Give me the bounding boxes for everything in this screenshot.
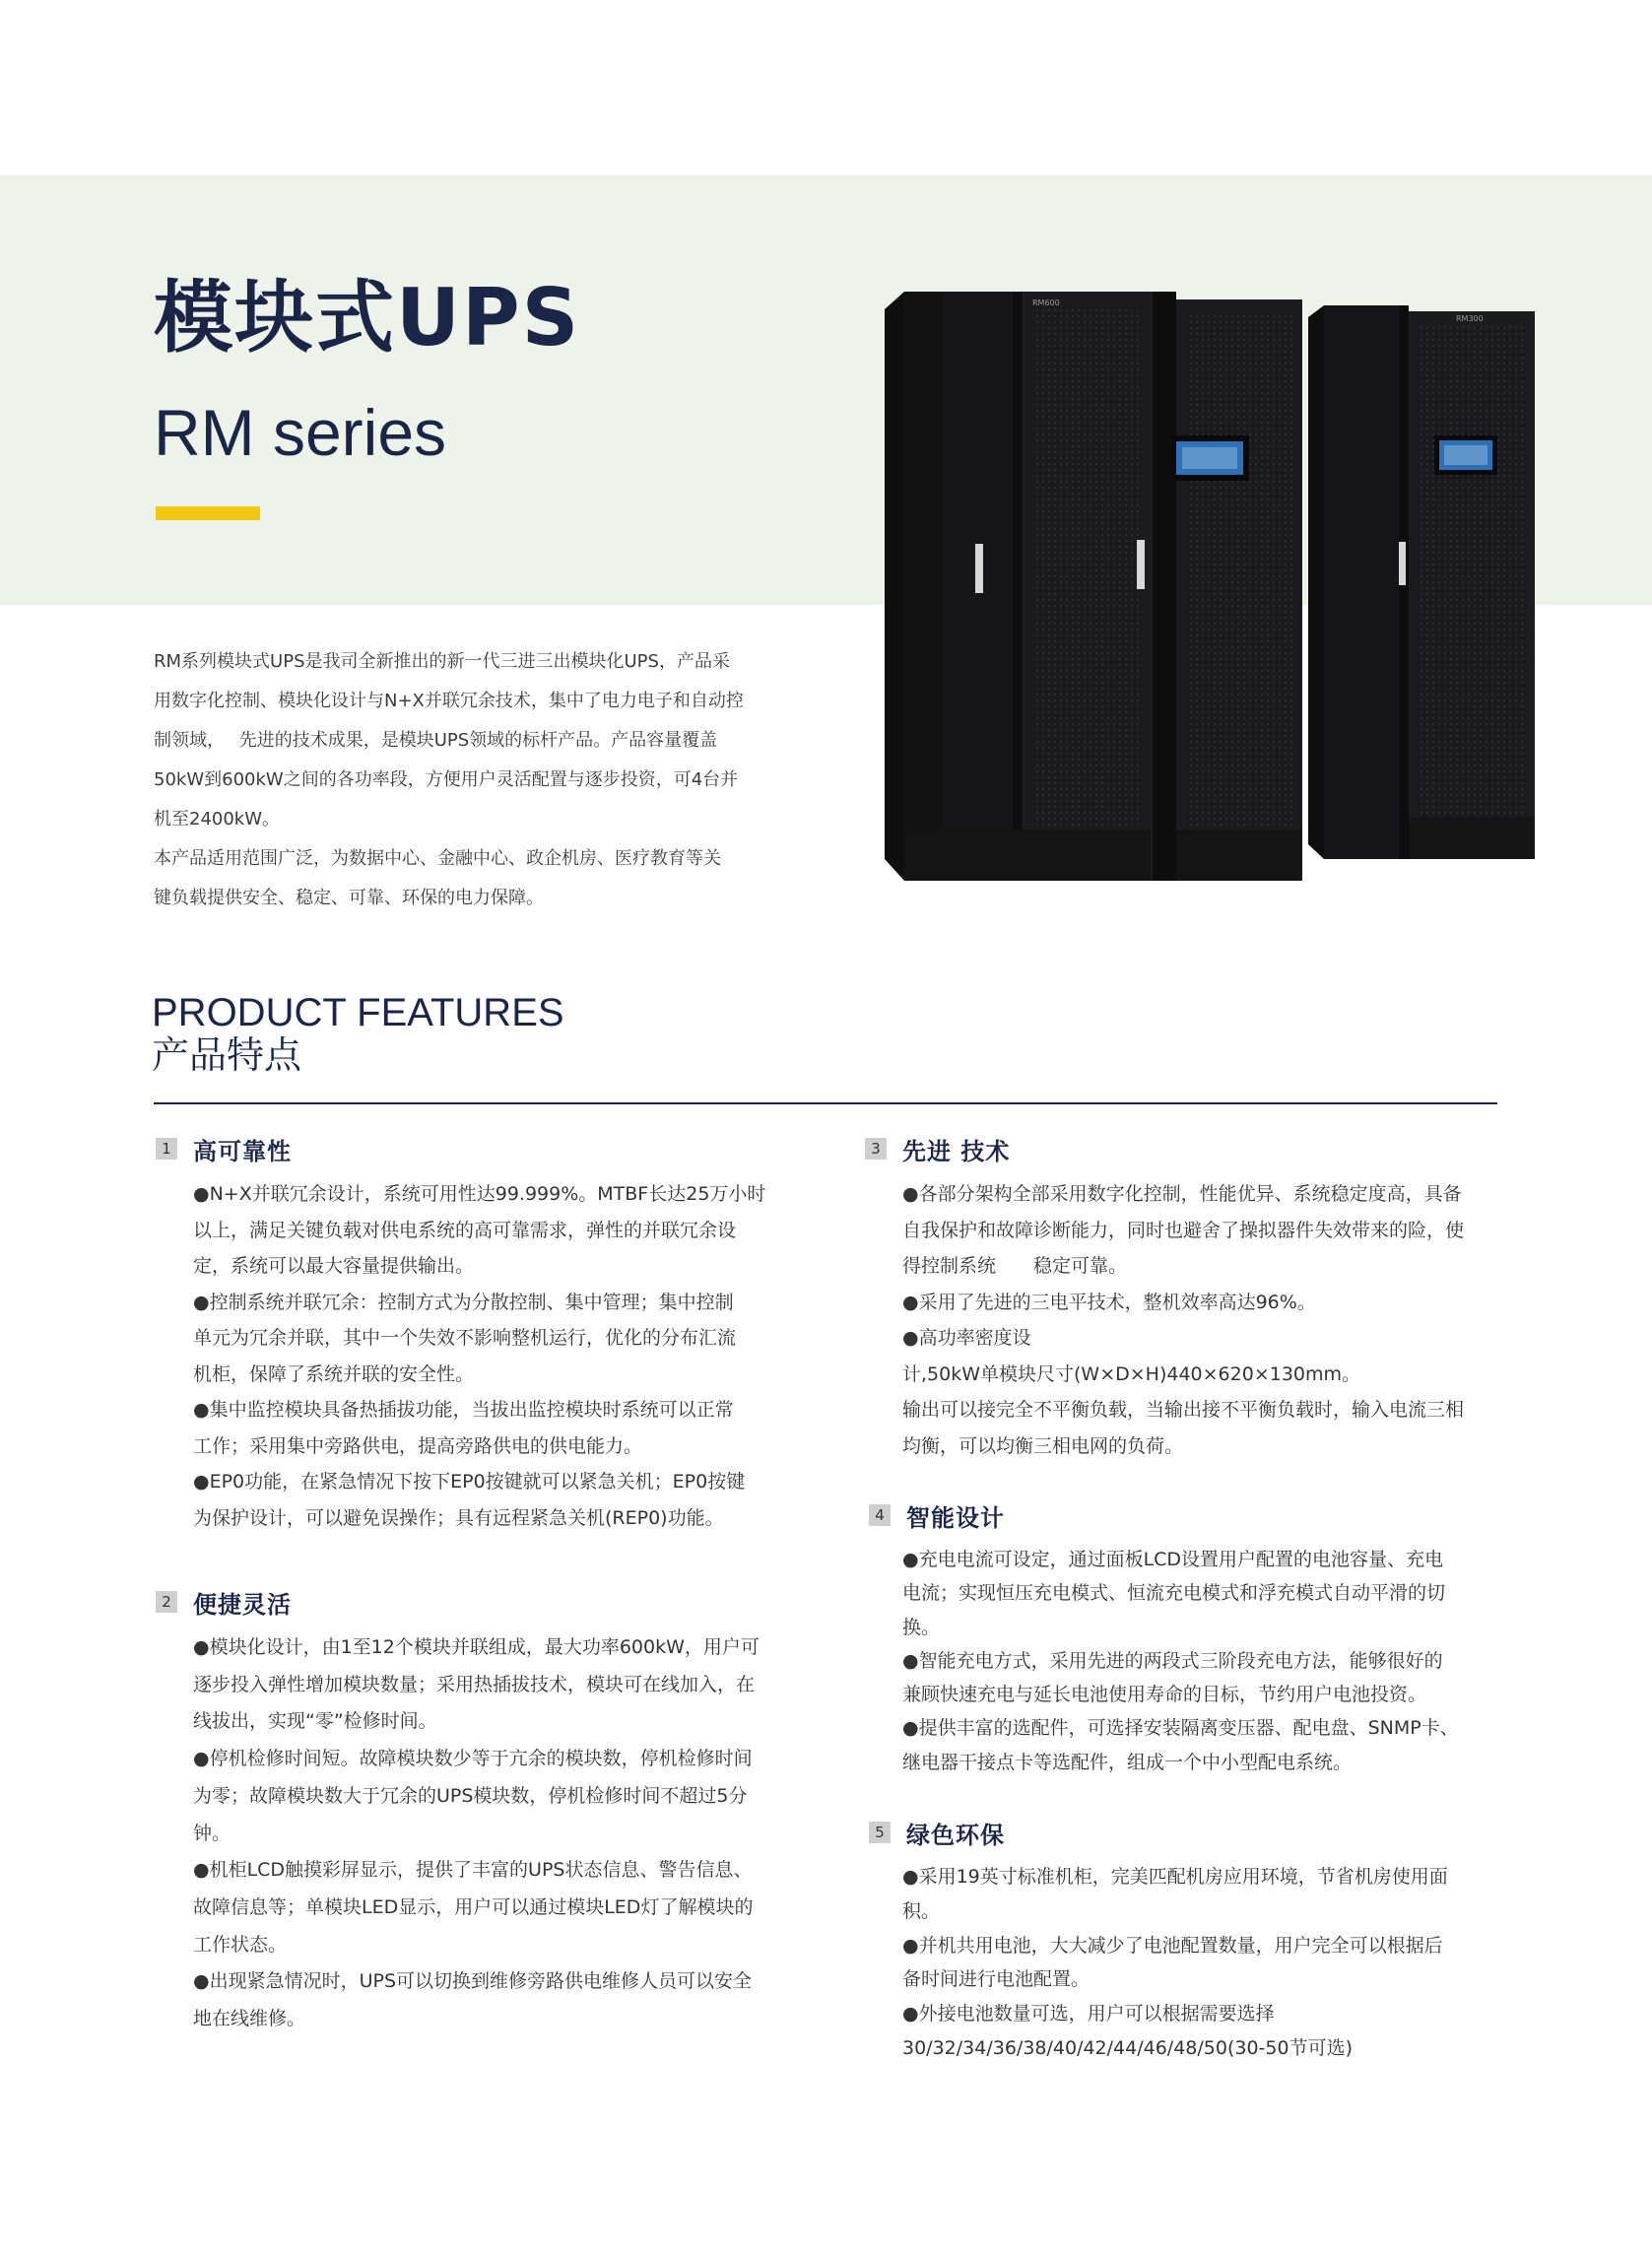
feature-line: 输出可以接完全不平衡负载，当输出接不平衡负载时，输入电流三相 [902, 1399, 1465, 1421]
section-title: 便捷灵活 [193, 1590, 292, 1619]
intro-line: 制领域， 先进的技术成果，是模块UPS领域的标杆产品。产品容量覆盖 [154, 730, 718, 751]
section-number-badge: 4 [869, 1504, 891, 1526]
feature-line: 30/32/34/36/38/40/42/44/46/48/50(30-50节可选) [902, 2036, 1353, 2059]
large-cabinet [885, 292, 1302, 881]
feature-line: 单元为冗余并联，其中一个失效不影响整机运行，优化的分布汇流 [193, 1327, 737, 1349]
feature-line: 换。 [902, 1616, 941, 1638]
feature-line: 继电器干接点卡等选配件，组成一个中小型配电系统。 [902, 1751, 1353, 1773]
section-title: 绿色环保 [906, 1821, 1005, 1849]
feature-line: ●停机检修时间短。故障模块数少等于亢余的模块数，停机检修时间 [193, 1748, 753, 1770]
feature-section-reliability [156, 1133, 765, 1536]
feature-line: ●高功率密度设 [902, 1327, 1031, 1349]
feature-line: 以上，满足关键负载对供电系统的高可靠需求，弹性的并联冗余设 [193, 1219, 737, 1241]
feature-line: 工作；采用集中旁路供电，提高旁路供电的供电能力。 [193, 1434, 643, 1457]
small-cabinet [1308, 305, 1535, 859]
section-number-badge: 2 [156, 1591, 177, 1613]
feature-line: 定，系统可以最大容量提供输出。 [193, 1255, 475, 1277]
feature-line: 为零；故障模块数大于冗余的UPS模块数，停机检修时间不超过5分 [193, 1784, 748, 1807]
feature-line: ●充电电流可设定，通过面板LCD设置用户配置的电池容量、充电 [902, 1549, 1444, 1570]
feature-line: 备时间进行电池配置。 [902, 1968, 1090, 1991]
features-heading-cn: 产品特点 [152, 1033, 302, 1077]
feature-line: ●各部分架构全部采用数字化控制，性能优异、系统稳定度高，具备 [902, 1183, 1462, 1205]
feature-line: 机柜，保障了系统并联的安全性。 [193, 1362, 475, 1385]
feature-line: ●模块化设计，由1至12个模块并联组成，最大功率600kW，用户可 [193, 1636, 760, 1658]
intro-line: 50kW到600kW之间的各功率段，方便用户灵活配置与逐步投资，可4台并 [154, 769, 739, 790]
feature-section-technology [865, 1133, 1464, 1464]
section-title: 高可靠性 [193, 1137, 292, 1165]
cabinet-model-label: RM300 [1456, 314, 1484, 323]
intro-line: 本产品适用范围广泛，为数据中心、金融中心、政企机房、医疗教育等关 [154, 848, 721, 869]
page-subtitle: RM series [154, 396, 447, 469]
intro-line: 机至2400kW。 [154, 809, 281, 830]
section-number-badge: 5 [869, 1822, 891, 1843]
feature-section-green [869, 1817, 1448, 2066]
intro-line: 键负载提供安全、稳定、可靠、环保的电力保障。 [154, 888, 544, 908]
feature-line: ●提供丰富的选配件，可选择安装隔离变压器、配电盘、SNMP卡、 [902, 1717, 1459, 1740]
feature-line: 线拔出，实现“零”检修时间。 [193, 1710, 437, 1733]
feature-line: ●外接电池数量可选，用户可以根据需要选择 [902, 2003, 1275, 2025]
feature-line: 故障信息等；单模块LED显示，用户可以通过模块LED灯了解模块的 [193, 1895, 754, 1918]
cabinet-model-label: RM600 [1032, 299, 1060, 307]
feature-line: ●控制系统并联冗余：控制方式为分散控制、集中管理；集中控制 [193, 1291, 734, 1313]
section-title: 先进 技术 [902, 1137, 1011, 1165]
page-title: 模块式UPS [154, 272, 581, 364]
feature-line: 得控制系统 稳定可靠。 [902, 1255, 1128, 1277]
feature-line: ●智能充电方式，采用先进的两段式三阶段充电方法，能够很好的 [902, 1649, 1443, 1672]
feature-line: ●并机共用电池，大大减少了电池配置数量，用户完全可以根据后 [902, 1934, 1443, 1957]
feature-line: 自我保护和故障诊断能力，同时也避舍了操拟器件失效带来的险，使 [902, 1219, 1465, 1241]
section-number-badge: 1 [156, 1138, 177, 1160]
feature-line: ●机柜LCD触摸彩屏显示，提供了丰富的UPS状态信息、警告信息、 [193, 1859, 753, 1882]
features-heading-en: PRODUCT FEATURES [152, 991, 564, 1034]
feature-line: ●出现紧急情况时，UPS可以切换到维修旁路供电维修人员可以安全 [193, 1970, 753, 1993]
feature-section-smart-design [869, 1499, 1459, 1779]
feature-line: 为保护设计，可以避免误操作；具有远程紧急关机(REP0)功能。 [193, 1506, 724, 1529]
feature-section-flexibility [156, 1586, 760, 2038]
intro-line: 用数字化控制、模块化设计与N+X并联冗余技术，集中了电力电子和自动控 [154, 691, 744, 711]
feature-line: 地在线维修。 [193, 2008, 306, 2030]
feature-line: 工作状态。 [193, 1933, 288, 1956]
section-number-badge: 3 [865, 1138, 887, 1160]
title-accent-bar [156, 506, 260, 520]
features-divider [154, 1102, 1497, 1104]
feature-line: ●采用了先进的三电平技术，整机效率高达96%。 [902, 1291, 1316, 1313]
feature-line: ●集中监控模块具备热插拔功能，当拔出监控模块时系统可以正常 [193, 1399, 734, 1421]
intro-line: RM系列模块式UPS是我司全新推出的新一代三进三出模块化UPS，产品采 [154, 651, 730, 672]
feature-line: 计,50kW单模块尺寸(W×D×H)440×620×130mm。 [902, 1362, 1361, 1385]
intro-paragraph [154, 642, 794, 918]
feature-line: 兼顾快速充电与延长电池使用寿命的目标，节约用户电池投资。 [902, 1684, 1427, 1706]
feature-line: ●N+X并联冗余设计，系统可用性达99.999%。MTBF长达25万小时 [193, 1183, 766, 1205]
feature-line: 钟。 [193, 1822, 231, 1844]
feature-line: 积。 [902, 1899, 941, 1922]
section-title: 智能设计 [906, 1503, 1005, 1532]
feature-line: 电流；实现恒压充电模式、恒流充电模式和浮充模式自动平滑的切 [902, 1582, 1446, 1605]
feature-line: 均衡，可以均衡三相电网的负荷。 [902, 1434, 1184, 1457]
ups-cabinet-image [875, 278, 1535, 889]
feature-line: 逐步投入弹性增加模块数量；采用热插拔技术，模块可在线加入，在 [193, 1673, 756, 1695]
feature-line: ●采用19英寸标准机柜，完美匹配机房应用环境，节省机房使用面 [902, 1866, 1448, 1888]
feature-line: ●EP0功能，在紧急情况下按下EP0按键就可以紧急关机；EP0按键 [193, 1471, 746, 1493]
